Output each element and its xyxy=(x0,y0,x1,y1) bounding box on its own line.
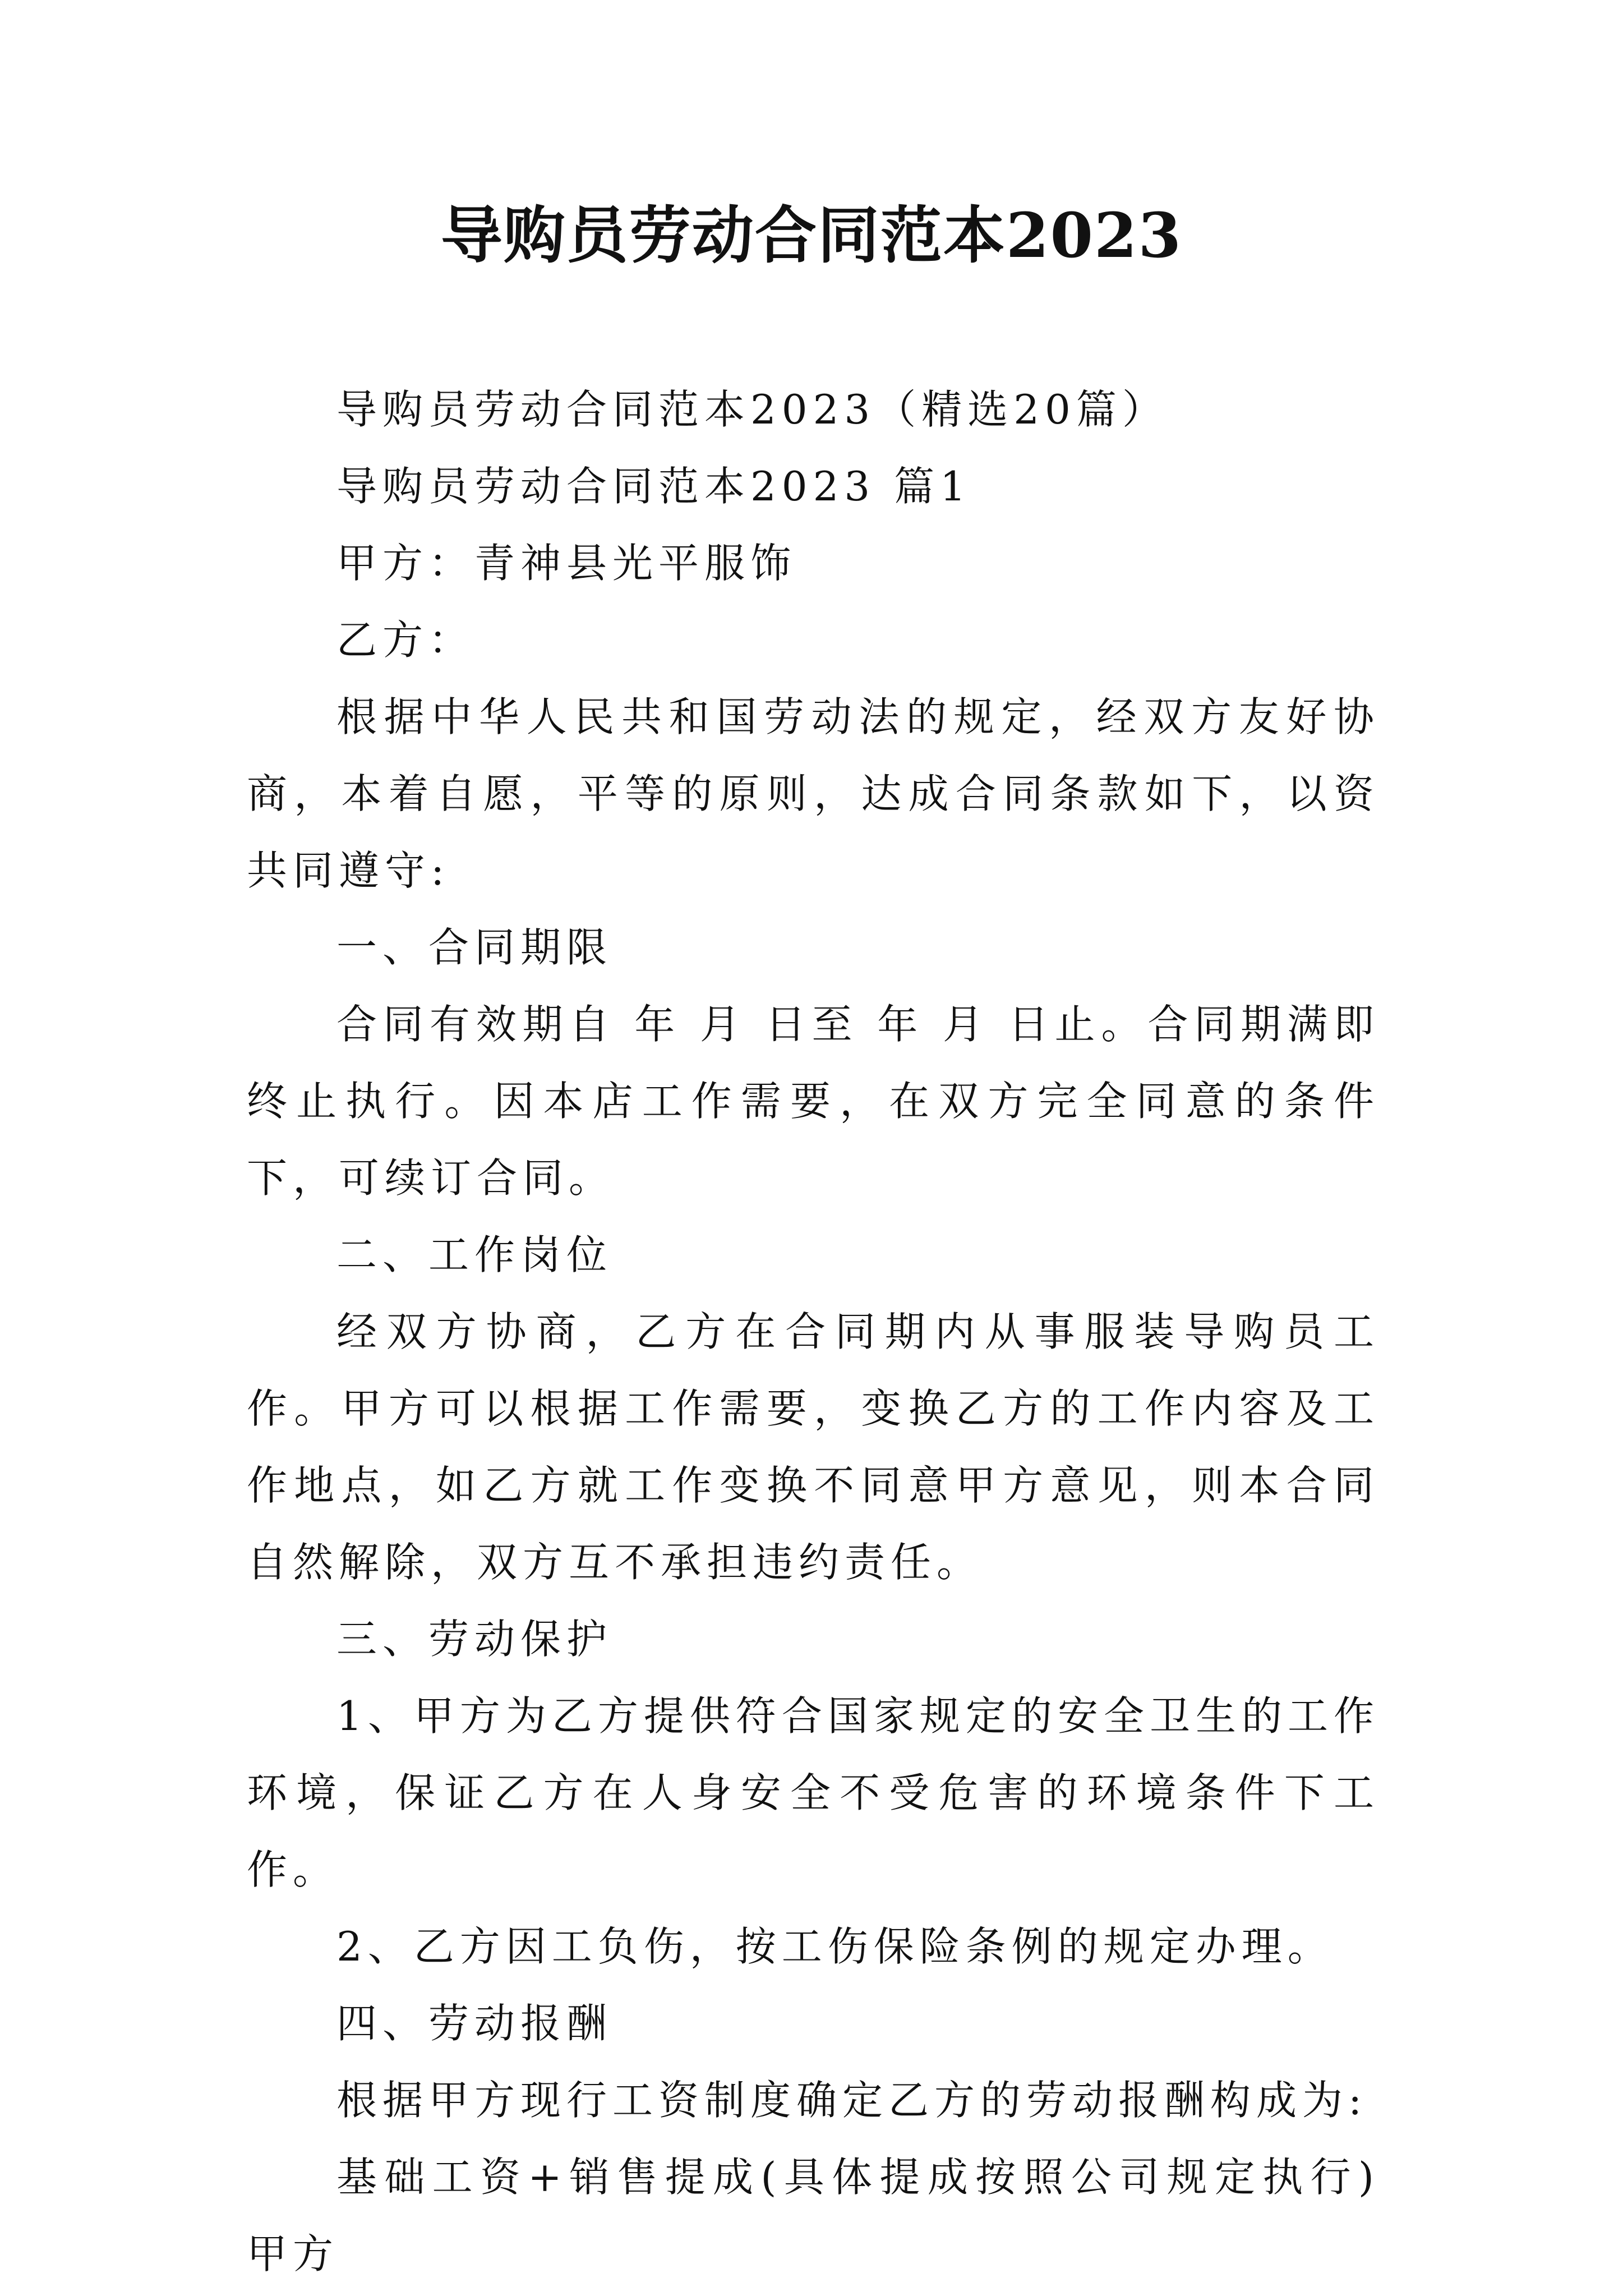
heading-labor-protection: 三、劳动保护 xyxy=(336,1616,613,1663)
document-body xyxy=(247,371,1380,2293)
paragraph-party-b: 乙方： xyxy=(336,616,475,664)
document-title: 导购员劳动合同范本2023 xyxy=(440,199,1183,272)
paragraph-subtitle: 导购员劳动合同范本2023（精选20篇） xyxy=(336,386,1168,433)
paragraph-job-position: 经双方协商，乙方在合同期内从事服装导购员工作。甲方可以根据工作需要，变换乙方的工作内容及工作地点，如乙方就工作变换不同意甲方意见，则本合同自然解除，双方互不承担违约责任。 xyxy=(247,1308,1380,1586)
paragraph-preamble: 根据中华人民共和国劳动法的规定，经双方友好协商，本着自愿，平等的原则，达成合同条款如下，以资共同遵守: xyxy=(247,693,1380,894)
paragraph-remuneration-1: 根据甲方现行工资制度确定乙方的劳动报酬构成为: xyxy=(336,2077,1368,2124)
paragraph-labor-protection-2: 2、乙方因工负伤，按工伤保险条例的规定办理。 xyxy=(336,1923,1334,1970)
heading-contract-term: 一、合同期限 xyxy=(336,924,613,971)
heading-job-position: 二、工作岗位 xyxy=(336,1231,613,1278)
paragraph-contract-term: 合同有效期自 年 月 日至 年 月 日止。合同期满即终止执行。因本店工作需要，在双方完全同意的条件下，可续订合同。 xyxy=(247,1001,1380,1202)
paragraph-party-a: 甲方：青神县光平服饰 xyxy=(336,540,797,587)
paragraph-labor-protection-1: 1、甲方为乙方提供符合国家规定的安全卫生的工作环境，保证乙方在人身安全不受危害的环境条件下工作。 xyxy=(247,1692,1380,1893)
paragraph-section-heading: 导购员劳动合同范本2023 篇1 xyxy=(336,463,971,510)
heading-remuneration: 四、劳动报酬 xyxy=(336,2000,613,2047)
paragraph-remuneration-2: 基础工资+销售提成(具体提成按照公司规定执行)甲方 xyxy=(247,2154,1380,2277)
